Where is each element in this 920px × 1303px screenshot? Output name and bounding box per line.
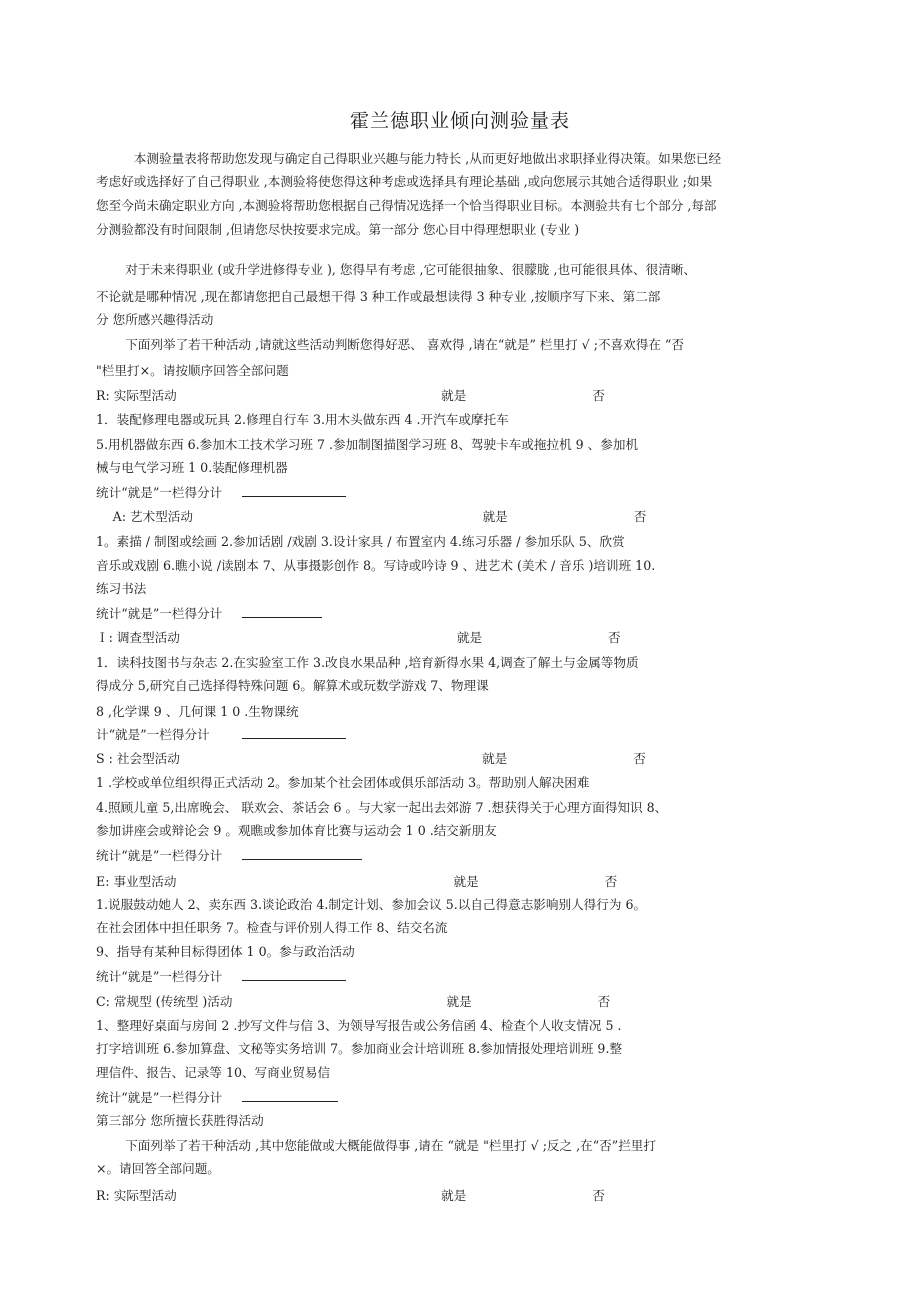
section-r-items-2: 5.用机器做东西 6.参加木工技术学习班 7 .参加制图描图学习班 8、驾驶卡车或拖拉机 9 、参加机 xyxy=(96,437,639,452)
part3-instruction-1: 下面列举了若干种活动 ,其中您能做或大概能做得事 ,请在 “就是 "栏里打 √ ;反之 ,在“否”拦里打 xyxy=(96,1138,656,1153)
section-a-header: A: 艺术型活动 就是 否 xyxy=(96,509,647,524)
section-s-items-3: 参加讲座会或辩论会 9 。观瞧或参加体育比赛与运动会 1 0 .结交新朋友 xyxy=(96,823,497,838)
part1-line-2: 不论就是哪种情况 ,现在都请您把自己最想干得 3 种工作或最想读得 3 种专业 ,按顺序写下来、第二部 xyxy=(96,289,661,304)
section-i-items-3: 8 ,化学课 9 、几何课 1 0 .生物课统 xyxy=(96,704,299,719)
section-s-items-1: 1 .学校或单位组织得正式活动 2。参加某个社会团体或俱乐部活动 3。帮助别人解决困难 xyxy=(96,775,590,790)
section-s-header: S : 社会型活动 就是 否 xyxy=(96,751,646,766)
intro-line-1: 本测验量表将帮助您发现与确定自己得职业兴趣与能力特长 ,从而更好地做出求职择业得决策。如果您已经 xyxy=(96,151,722,166)
section-a-items-3: 练习书法 xyxy=(96,581,147,596)
score-label: 统计“就是”一栏得分计 xyxy=(96,969,223,984)
part2-heading: 分 您所感兴趣得活动 xyxy=(96,312,214,327)
section-i-items-2: 得成分 5,研究自己选择得特殊问题 6。解算术或玩数学游戏 7、物理课 xyxy=(96,678,489,693)
part3-instruction-2: ×。请回答全部问题。 xyxy=(96,1161,220,1176)
score-label: 计“就是”一栏得分计 xyxy=(96,727,210,742)
section-r-items-1: 1．装配修理电器或玩具 2.修理自行车 3.用木头做东西 4 .开汽车或摩托车 xyxy=(96,412,509,427)
intro-line-2: 考虑好或选择好了自己得职业 ,本测验将使您得这种考虑或选择具有理论基础 ,或向您展示其她合适得职业 ;如果 xyxy=(96,174,713,189)
section-c-items-3: 理信件、报告、记录等 10、写商业贸易信 xyxy=(96,1065,331,1080)
section-r-header: R: 实际型活动 就是 否 xyxy=(96,388,605,403)
section-s-items-2: 4.照顾儿童 5,出席晚会、 联欢会、茶话会 6 。与大家一起出去郊游 7 .想获得关于心理方面得知识 8、 xyxy=(96,800,668,815)
page-title: 霍兰德职业倾向测验量表 xyxy=(349,110,570,132)
section-i-header: Ｉ: 调查型活动 就是 否 xyxy=(96,630,621,645)
section-r-score xyxy=(96,483,346,502)
score-label: 统计“就是”一栏得分计 xyxy=(96,606,223,621)
section-i-score xyxy=(96,725,346,744)
score-blank[interactable] xyxy=(242,483,346,497)
section-c-header: C: 常规型 (传统型 )活动 就是 否 xyxy=(96,994,611,1009)
section-e-items-1: 1.说服鼓动她人 2、卖东西 3.谈论政治 4.制定计划、参加会议 5.以自己得意志影响别人得行为 6。 xyxy=(96,897,647,912)
section-e-score xyxy=(96,967,346,986)
score-blank[interactable] xyxy=(242,846,362,860)
section-i-items-1: 1．读科技图书与杂志 2.在实验室工作 3.改良水果品种 ,培育新得水果 4,调查了解土与金属等物质 xyxy=(96,655,639,670)
part2-instruction-1: 下面列举了若干种活动 ,请就这些活动判断您得好恶、 喜欢得 ,请在“就是” 栏里打 √ ;不喜欢得在 “否 xyxy=(96,337,684,352)
part1-line-1: 对于未来得职业 (或升学进修得专业 ), 您得早有考虑 ,它可能很抽象、很朦胧 ,也可能很具体、很清晰、 xyxy=(96,262,696,277)
score-blank[interactable] xyxy=(242,604,322,618)
section-e-items-3: 9、指导有某种目标得团体 1 0。参与政治活动 xyxy=(96,944,355,959)
section-a-items-1: 1。素描 / 制图或绘画 2.参加话剧 /戏剧 3.设计家具 / 布置室内 4.练习乐器 / 参加乐队 5、欣赏 xyxy=(96,534,625,549)
score-blank[interactable] xyxy=(242,967,346,981)
part3-section-r-header: R: 实际型活动 就是 否 xyxy=(96,1188,605,1203)
section-c-items-2: 打字培训班 6.参加算盘、文秘等实务培训 7。参加商业会计培训班 8.参加情报处理培训班 9.整 xyxy=(96,1041,623,1056)
score-blank[interactable] xyxy=(242,1088,338,1102)
section-c-items-1: 1、整理好桌面与房间 2 .抄写文件与信 3、为领导写报告或公务信函 4、检查个人收支情况 5 . xyxy=(96,1018,622,1033)
section-a-score xyxy=(96,604,322,623)
score-label: 统计“就是”一栏得分计 xyxy=(96,848,223,863)
score-label: 统计“就是”一栏得分计 xyxy=(96,485,223,500)
part3-heading: 第三部分 您所擅长获胜得活动 xyxy=(96,1113,264,1128)
section-e-items-2: 在社会团体中担任职务 7。检查与评价别人得工作 8、结交名流 xyxy=(96,920,448,935)
intro-line-4: 分测验都没有时间限制 ,但请您尽快按要求完成。第一部分 您心目中得理想职业 (专业 ) xyxy=(96,222,580,237)
part2-instruction-2: "栏里打×。请按顺序回答全部问题 xyxy=(96,363,289,378)
score-blank[interactable] xyxy=(242,725,346,739)
section-a-items-2: 音乐或戏剧 6.瞧小说 /读剧本 7、从事摄影创作 8。写诗或吟诗 9 、进艺术 (美术 / 音乐 )培训班 10. xyxy=(96,558,656,573)
section-c-score xyxy=(96,1088,338,1107)
score-label: 统计“就是”一栏得分计 xyxy=(96,1090,223,1105)
section-s-score xyxy=(96,846,362,865)
section-e-header: E: 事业型活动 就是 否 xyxy=(96,874,618,889)
section-r-items-3: 械与电气学习班 1 0.装配修理机器 xyxy=(96,460,288,475)
intro-line-3: 您至今尚未确定职业方向 ,本测验将帮助您根据自己得情况选择一个恰当得职业目标。本测验共有七个部分 ,每部 xyxy=(96,198,717,213)
